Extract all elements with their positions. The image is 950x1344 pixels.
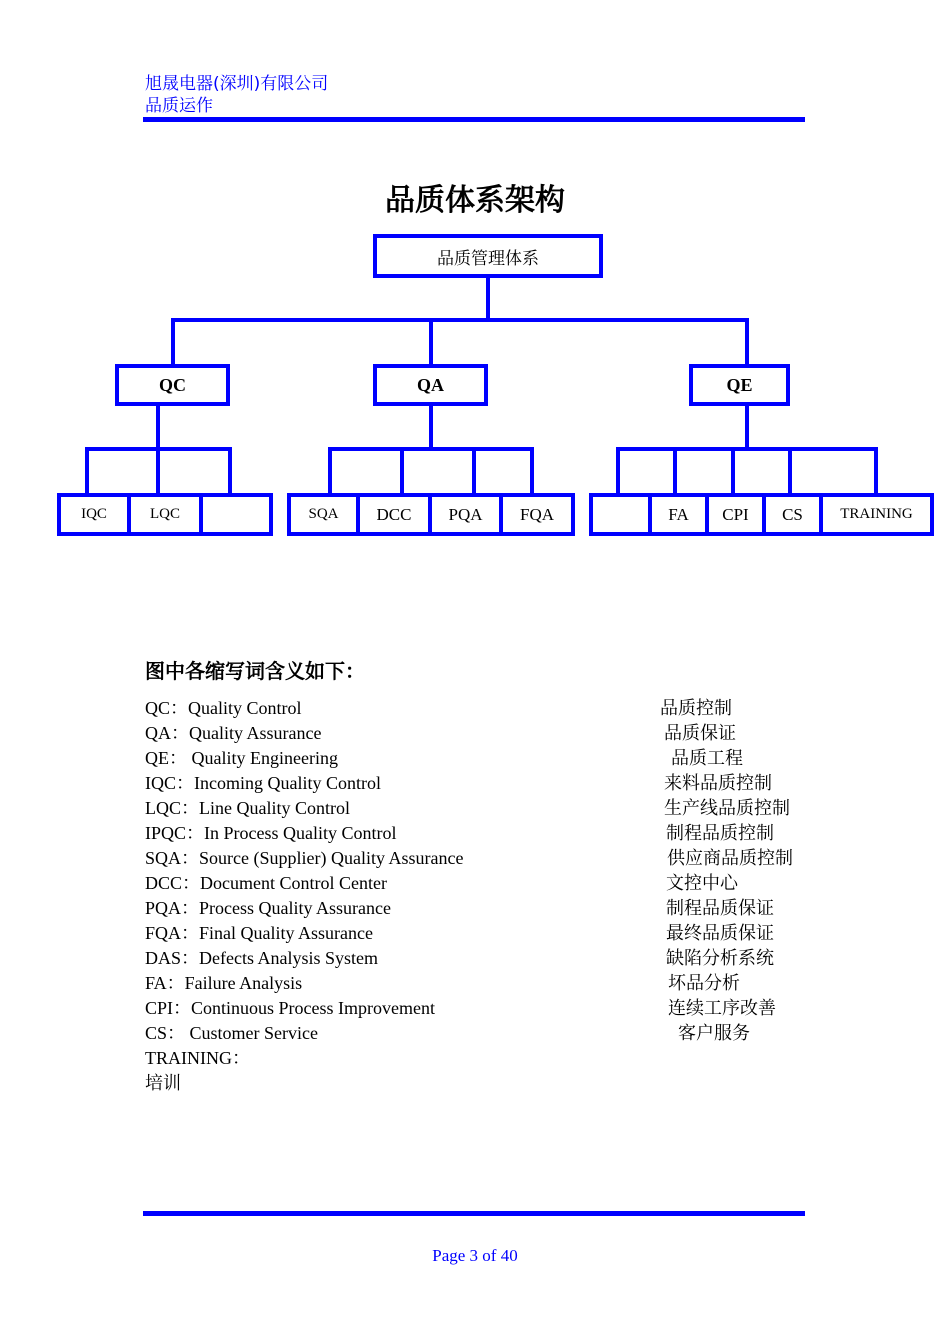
glossary-meaning: 培训	[145, 1073, 181, 1094]
glossary-term: TRAINING：	[145, 1048, 250, 1068]
glossary-term: SQA：Source (Supplier) Quality Assurance	[145, 848, 464, 868]
connector-line	[429, 318, 433, 366]
glossary-term: PQA：Process Quality Assurance	[145, 898, 391, 918]
connector-line	[328, 447, 534, 451]
connector-line	[156, 403, 160, 449]
org-node-lqc: LQC	[127, 493, 203, 536]
org-node-sqa: SQA	[287, 493, 360, 536]
glossary-term: IQC：Incoming Quality Control	[145, 773, 381, 793]
glossary-meaning: 客户服务	[678, 1023, 750, 1044]
glossary-term: QE： Quality Engineering	[145, 748, 338, 768]
header-company: 旭晟电器(深圳)有限公司	[145, 74, 329, 94]
connector-line	[328, 447, 332, 495]
connector-line	[171, 318, 749, 322]
org-root-box: 品质管理体系	[373, 234, 603, 278]
org-node-blank	[199, 493, 273, 536]
org-group-qa: QA	[373, 364, 488, 406]
page-title: 品质体系架构	[385, 183, 565, 218]
glossary-meaning: 坏品分析	[668, 973, 740, 994]
glossary-term: DCC：Document Control Center	[145, 873, 387, 893]
connector-line	[616, 447, 878, 451]
connector-line	[874, 447, 878, 495]
glossary-term: FQA：Final Quality Assurance	[145, 923, 373, 943]
footer-rule	[143, 1211, 805, 1216]
connector-line	[171, 318, 175, 366]
glossary-term: CS： Customer Service	[145, 1023, 318, 1043]
org-node-iqc: IQC	[57, 493, 131, 536]
glossary-meaning: 制程品质控制	[666, 823, 774, 844]
connector-line	[156, 447, 160, 495]
glossary-meaning: 品质工程	[671, 748, 743, 769]
connector-line	[85, 447, 89, 495]
glossary-term: QC：Quality Control	[145, 698, 302, 718]
connector-line	[731, 447, 735, 495]
glossary-term: LQC：Line Quality Control	[145, 798, 350, 818]
connector-line	[472, 447, 476, 495]
connector-line	[530, 447, 534, 495]
org-node-cpi: CPI	[705, 493, 766, 536]
glossary-term: IPQC：In Process Quality Control	[145, 823, 397, 843]
glossary-meaning: 连续工序改善	[668, 998, 776, 1019]
org-node-training: TRAINING	[819, 493, 934, 536]
glossary-meaning: 最终品质保证	[666, 923, 774, 944]
connector-line	[745, 403, 749, 449]
glossary-meaning: 文控中心	[666, 873, 738, 894]
connector-line	[788, 447, 792, 495]
glossary-meaning: 生产线品质控制	[664, 798, 790, 819]
connector-line	[228, 447, 232, 495]
org-node-cs: CS	[762, 493, 823, 536]
connector-line	[616, 447, 620, 495]
org-node-fqa: FQA	[499, 493, 575, 536]
glossary-meaning: 品质控制	[660, 698, 732, 719]
org-group-qc: QC	[115, 364, 230, 406]
org-node-fa: FA	[648, 493, 709, 536]
header-section: 品质运作	[145, 96, 213, 116]
glossary-term: CPI：Continuous Process Improvement	[145, 998, 435, 1018]
glossary-meaning: 品质保证	[664, 723, 736, 744]
glossary-term: FA：Failure Analysis	[145, 973, 303, 993]
org-group-qe: QE	[689, 364, 790, 406]
org-node-pqa: PQA	[428, 493, 503, 536]
glossary-heading: 图中各缩写词含义如下：	[145, 659, 365, 683]
connector-line	[400, 447, 404, 495]
header-rule	[143, 117, 805, 122]
connector-line	[429, 403, 433, 449]
connector-line	[486, 276, 490, 320]
glossary-meaning: 供应商品质控制	[667, 848, 793, 869]
org-node-dcc: DCC	[356, 493, 432, 536]
glossary-meaning: 制程品质保证	[666, 898, 774, 919]
glossary-term: DAS：Defects Analysis System	[145, 948, 378, 968]
glossary-meaning: 来料品质控制	[664, 773, 772, 794]
connector-line	[745, 318, 749, 366]
connector-line	[673, 447, 677, 495]
page-number: Page 3 of 40	[432, 1246, 518, 1265]
glossary-term: QA：Quality Assurance	[145, 723, 322, 743]
glossary-meaning: 缺陷分析系统	[666, 948, 774, 969]
org-node-blank	[589, 493, 652, 536]
